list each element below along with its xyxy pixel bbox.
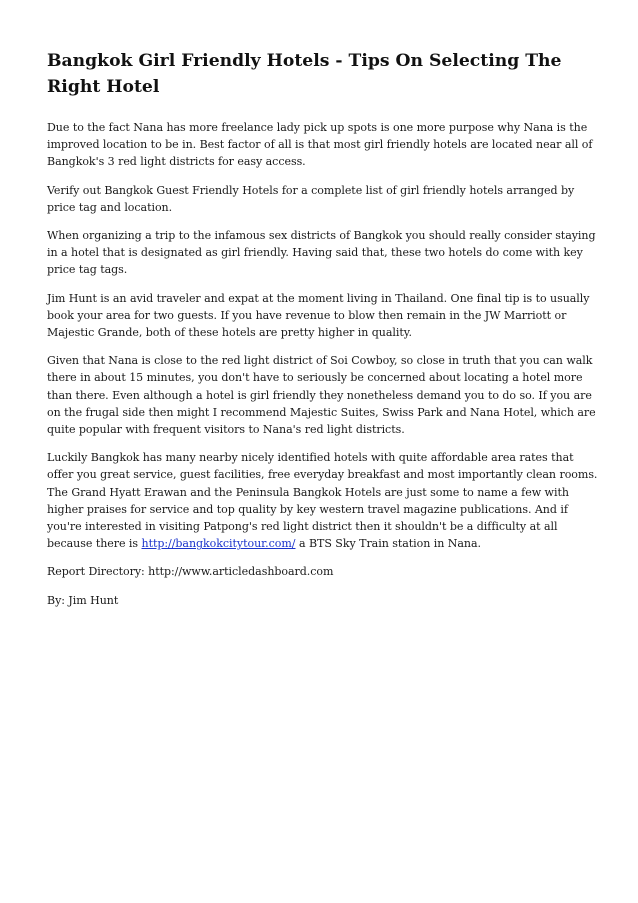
- paragraph-6: [47, 449, 599, 552]
- paragraph-3: When organizing a trip to the infamous sex districts of Bangkok you should really consider staying in a hotel that is designated as girl friendly. Having said that, these two hotels do come with key price tag tags.: [47, 229, 596, 277]
- report-directory: Report Directory: http://www.articledashboard.com: [47, 565, 334, 579]
- bangkokcitytour-link[interactable]: http://bangkokcitytour.com/: [141, 537, 296, 551]
- byline: By: Jim Hunt: [47, 593, 119, 607]
- paragraph-1: Due to the fact Nana has more freelance lady pick up spots is one more purpose why Nana is the improved location to be in. Best factor of all is that most girl friendly hotels are located near all of Bangkok's 3 red light districts for easy access.: [47, 121, 593, 169]
- paragraph-6-text-after: a BTS Sky Train station in Nana.: [295, 537, 481, 551]
- paragraph-2: Verify out Bangkok Guest Friendly Hotels for a complete list of girl friendly hotels arranged by price tag and location.: [47, 183, 575, 214]
- paragraph-6-text-before: Luckily Bangkok has many nearby nicely identified hotels with quite affordable area rates that offer you great service, guest facilities, free everyday breakfast and most importantly clean rooms. The Grand Hyatt Erawan and the Peninsula Bangkok Hotels are just some to name a few with higher praises for service and top quality by key western travel magazine publications. And if you're interested in visiting Patpong's red light district then it shouldn't be a difficulty at all because there is: [47, 451, 598, 551]
- paragraph-4: Jim Hunt is an avid traveler and expat at the moment living in Thailand. One final tip is to usually book your area for two guests. If you have revenue to blow then remain in the JW Marriott or Majestic Grande, both of these hotels are pretty higher in quality.: [47, 291, 590, 340]
- document-page: [47, 48, 599, 620]
- paragraph-5: Given that Nana is close to the red light district of Soi Cowboy, so close in truth that you can walk there in about 15 minutes, you don't have to seriously be concerned about locating a hotel more than there. Even although a hotel is girl friendly they nonetheless demand you to do so. If you are on the frugal side then might I recommend Majestic Suites, Swiss Park and Nana Hotel, which are quite popular with frequent visitors to Nana's red light districts.: [47, 354, 596, 437]
- document-title: Bangkok Girl Friendly Hotels - Tips On Selecting The Right Hotel: [47, 51, 562, 97]
